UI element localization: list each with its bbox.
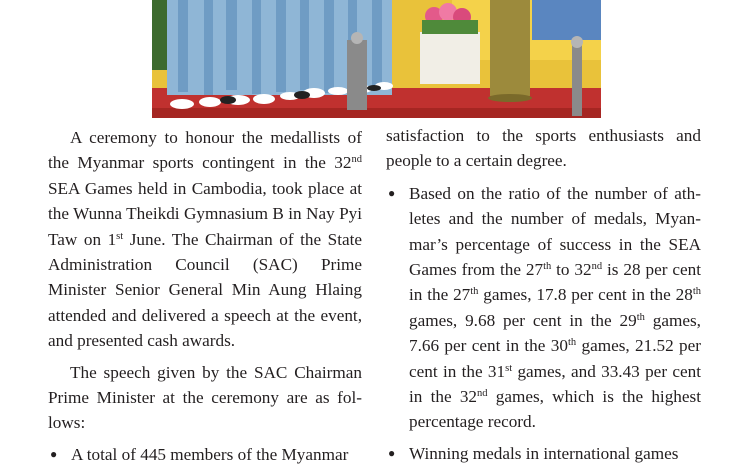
bullet-item: ● Based on the ratio of the number of athletes and the number of medals, Myanmar’s percentage of success in the SEA Games from the 27th to 32nd is 28 per cent in the 27th games, 17.8 per cent in the 28th games, 9.68 per cent in the 29th games, 7.66 per cent in the 30th games, 21.52 per cent in the 31st games, and 33.43 per cent in the 32nd games, which is the highest percentage record. — [386, 181, 701, 435]
bullet-item: ● A total of 445 members of the Myanmar — [48, 442, 362, 467]
right-column — [386, 118, 701, 466]
bullet-icon: ● — [388, 185, 396, 200]
ceremony-photo — [152, 0, 601, 118]
bullet-icon: ● — [388, 445, 396, 460]
bullet-item: ● Winning medals in international games — [386, 441, 701, 466]
continuation-paragraph: satisfaction to the sports enthusiasts and people to a certain degree. — [386, 126, 701, 171]
speech-intro-paragraph: The speech given by the SAC Chairman Prime Minister at the ceremony are as follows: — [48, 362, 362, 433]
left-column — [48, 118, 362, 467]
intro-paragraph: A ceremony to honour the medallists of the Myanmar sports contingent in the 32nd SEA Games held in Cambodia, took place at the Wunna Theikdi Gymnasium B in Nay Pyi Taw on 1st June. The Chairman of the State Administration Council (SAC) Prime Minister Senior General Min Aung Hlaing attended and delivered a speech at the event, and presented cash awards. — [48, 128, 362, 351]
bullet-icon: ● — [50, 446, 58, 461]
